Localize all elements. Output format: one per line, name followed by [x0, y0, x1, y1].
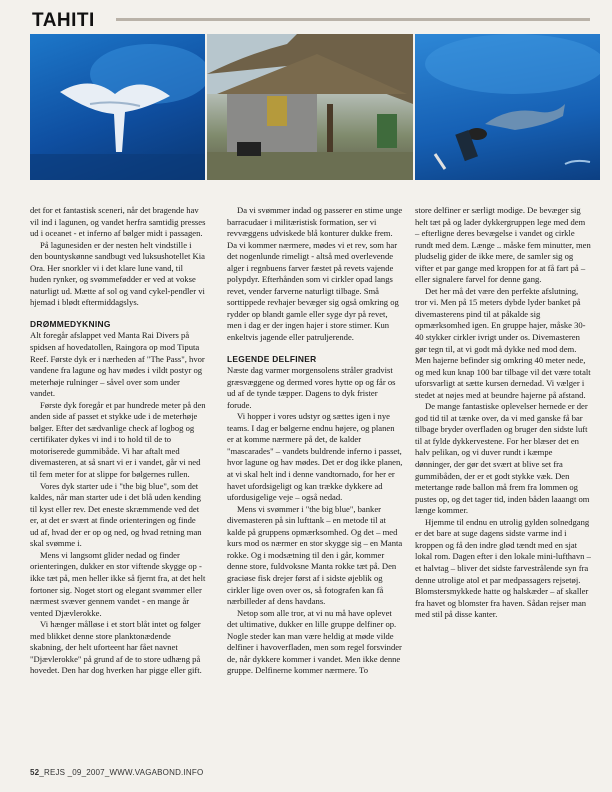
subheading: DRØMMEDYKNING	[30, 318, 111, 329]
article-body	[30, 205, 598, 760]
paragraph: Hjemme til endnu en utrolig gylden solnedgang er det bare at suge dagens sidste varme ind i kroppen og få den indre glød tændt med en sjat lokal rom. Dagen efter i den lokale mini-lufthavn – et halvtag – bliver det sidste farvestrålende syn fra denne utrolige atol et par medpassagers rejsetøj. Blomstersmykkede hatte og halskæder – af skaller fra havet og blomster fra haven. Sådan rejser man med stil på disse kanter.	[415, 516, 591, 620]
paragraph: Netop som alle tror, at vi nu må have oplevet det ultimative, dukker en lille gruppe delfiner op. Nogle steder kan man være heldig at møde vilde delfiner i havoverfladen, men som regel forsvinder de, når dykkere kommer i vandet. Men ikke denne gruppe. Delfinerne kommer nærmere. To	[227, 607, 402, 676]
column-3	[415, 205, 591, 621]
manta-ray-photo	[30, 34, 205, 180]
paragraph: Det her må det være den perfekte afslutning, tror vi. Men på 15 meters dybde lyder banket på divemasterens pind til at påkalde sig opmærksomhed igen. En gruppe hajer, måske 30-40 stykker cirkler ivrigt under os. Divemasteren gør tegn til, at vi godt må dykke ned mod dem. Men hajerne befinder sig omkring 40 meter nede, og med kun knap 100 bar tilbage vil det være totalt uforsvarligt at sætte kursen dernedad. Vi vælger i stedet at nøjes med at beundre hajerne på afstand.	[415, 285, 591, 400]
paragraph: Mens vi langsomt glider nedad og finder orienteringen, dukker en stor viftende skygge op - ikke tæt på, men heller ikke så fjernt fra, at det helt fortoner sig. Noget stort og elegant svømmer eller nærmest svæver gennem vandet - en mange år vented Djævlerokke.	[30, 549, 206, 618]
column-2	[227, 205, 403, 677]
paragraph: Vores dyk starter ude i "the big blue", som det kaldes, når man starter ude i det blå uden kending til kyst eller rev. Det eneste skræmmende ved det er, at det er svært at finde orienteringen og finde ud af, hvad der er op og ned, og hvad retning man skal svømme i.	[30, 480, 202, 549]
header-rule	[116, 18, 590, 21]
column-1	[30, 205, 206, 677]
bungalow-illustration	[207, 34, 413, 180]
bungalow-photo	[207, 34, 413, 180]
manta-ray-illustration	[30, 34, 205, 180]
diver-dolphin-illustration	[415, 34, 600, 180]
paragraph: De mange fantastiske oplevelser hernede er der god tid til at tænke over, da vi med ganske få bar tilbage bryder overfladen og bruger den sidste luft til at fylde dykkervestene. For her blæser det en halv pelikan, og vi duver rundt i kæmpe dønninger, der gør det svært at blive set fra gummibåden, der er et godt stykke væk. Den metertange røde ballon må frem fra lommen og pustes op, og det tager tid, inden båden laaangt om længe kommer.	[415, 401, 590, 516]
paragraph: Da vi svømmer indad og passerer en stime unge barracudaer i militæristisk formation, ser vi revvæggens udviskede blå konturer dukke frem. Da vi kommer nærmere, mødes vi et rev, som har det nogenlunde rimeligt - altså med overlevende alger i regnbuens farver fæstet på revets vajende polypdyr. Efterhånden som vi cirkler opad langs revet, vender farverne naturligt tilbage. Små sorttippede revhajer bevæger sig også omkring og rydder op blandt gamle eller syge dyr på revet, men i dag er der ingen hajer i store stimer. Kun enkeltvis jagende eller patruljerende.	[227, 205, 403, 343]
paragraph: store delfiner er særligt modige. De bevæger sig helt tæt på og lader dykkergruppen lege med dem – efterligne deres bevægelse i vandet og cirkle rundt med dem. Længe .. måske fem minutter, men pludselig gider de ikke mere, de samler sig og vifter et par gange med kroppen for at få fart på – eller signalere farvel for denne gang.	[415, 205, 591, 285]
page-footer	[30, 768, 203, 777]
diver-dolphin-photo	[415, 34, 600, 180]
paragraph: Vi hopper i vores udstyr og sættes igen i nye teams. I dag er bølgerne endnu højere, og planen er at komme nærmere på det, de kalder "mascarades" – vandets buldrende inferno i passet, hvor lagune og hav mødes. Det er dog ikke planen, at vi skal helt ind i denne vandtornado, for her er havet ufordsigeligt og kan trække dykkere ad ufordusigelige veje – også nedad.	[227, 411, 403, 503]
paragraph: det for et fantastisk sceneri, når det bragende hav vil ind i lagunen, og vandet herfra samtidig presses ud i oceanet - et inferno af bølger midt i passagen.	[30, 205, 206, 239]
footer-text: _REJS _09_2007_WWW.VAGABOND.INFO	[39, 768, 204, 777]
photo-strip	[30, 34, 600, 180]
paragraph: Næste dag varmer morgensolens stråler gradvist græsvæggene og dermed vores hytte op og får os ud af de tynde tæpper. Dagens to dyk frister forude.	[227, 365, 396, 410]
paragraph: På lagunesiden er der nesten helt vindstille i den bountyskønne sandbugt ved luksushotellet Kia Ora. Her snorkler vi i det klare lune vand, til huden rynker, og svømmefødder er ved at vokse naturligt ud. Mætte af sol og vand cykel-pendler vi hjemad i blødt eftermiddagslys.	[30, 239, 205, 308]
subheading: LEGENDE DELFINER	[227, 353, 317, 364]
section-title: TAHITI	[32, 10, 95, 31]
paragraph: Mens vi svømmer i "the big blue", banker divemasteren på sin lufttank – en metode til at kalde på gruppens opmærksomhed. Og det – med kurs mod os nærmer en stor skygge sig – en Manta rokke. Og i modsætning til den i går, kommer denne store, fuldvoksne Manta rokke tæt på. Den graciøse fisk drejer først af i sidste øjeblik og cirkler lige oven over os, så fotografen kan få nærbilleder af dens havdans.	[227, 503, 403, 607]
paragraph: Alt foregår afslappet ved Manta Rai Divers på spidsen af hovedatollen, Raingora op mod Tiputa Reef. Første dyk er i nærheden af "The Pass", hvor vandene fra lagune og hav mødes i vildt postyr og meterhøje rulninger – såvel over som under vandet.	[30, 330, 205, 399]
page-number: 52	[30, 768, 40, 777]
paragraph: Vi hænger målløse i et stort blåt intet og følger med blikket denne store planktonædende skabning, der helt uforteent har fået navnet "Djævlerokke" på grund af de to store udhæng på hovedet. Den har dog hverken har pigge eller gift.	[30, 619, 202, 676]
paragraph: Første dyk foregår et par hundrede meter på den anden side af passet et stykke ude i de meterhøje bølger. Efter det sædvanlige check af logbog og certifikater dykes vi ind i to hold til de to motoriserede gummibåde. Vi har aftalt med divemasteren, at så snart vi er i vandet, går vi ned til fem meter for at slippe for bølgernes rullen.	[30, 399, 206, 480]
page-header	[30, 10, 590, 30]
